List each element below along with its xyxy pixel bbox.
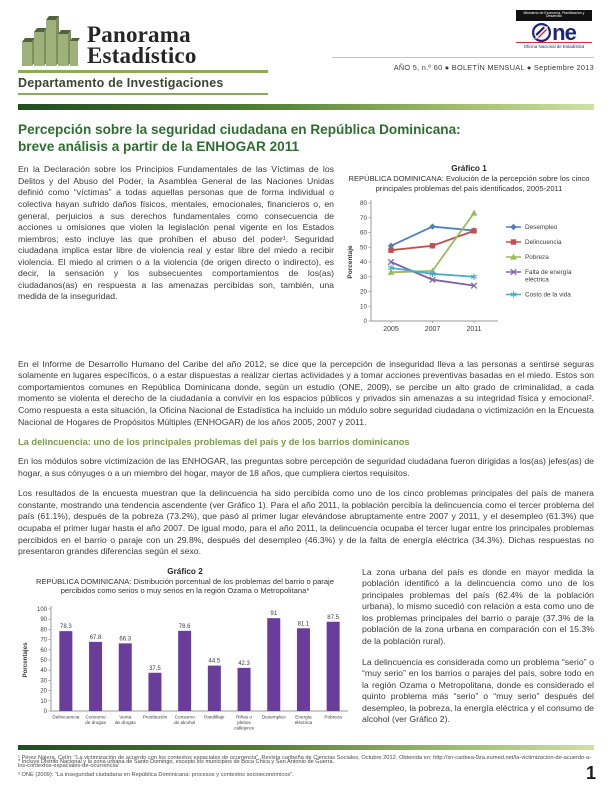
svg-text:70: 70 — [359, 214, 367, 222]
svg-text:87.5: 87.5 — [327, 614, 339, 621]
svg-text:Consumo: Consumo — [174, 714, 195, 720]
header-divider-bar — [18, 104, 594, 110]
grafico-2-bar-chart — [18, 597, 352, 758]
paragraph-resultados: Los resultados de la encuesta muestran que la delincuencia ha sido percibida como uno de los cinco problemas principales del país de manera constante, mostrando una tendencia ascendente (ver Gráfico 1). Para el año 2011, la población percibía la delincuencia como el tercer problema del país (61.1%), después de la pobreza (73.2%), que pasó al primer lugar elevándose abruptamente entre 2007 y 2011, y el desempleo (61.3%) que ocupaba el primer lugar hasta el año 2007. De igual modo, para el año 2011, la delincuencia ocupaba el tercer lugar entre los principales problemas percibidos en el barrio o paraje con un 29.8%, después del desempleo (46.3%) y de la falta de energía eléctrica (34.3%). Dichas respuestas no presentaron grandes diferencias según el sexo. — [18, 488, 594, 557]
svg-text:Falta de energía: Falta de energía — [525, 268, 572, 276]
article-title — [18, 121, 594, 155]
svg-text:10: 10 — [40, 698, 47, 705]
svg-text:de drogas: de drogas — [114, 720, 136, 726]
paragraph-zona-urbana: La zona urbana del país es donde en mayor medida la población identificó a la delincuencia como uno de los principales problemas del país (62.4% de la población urbana), lo mismo sucedió con relación a esta como uno de los problemas principales del barrio o paraje (37.3% de la población de la zona urbana en comparación con el 15.3% de la población rural). — [362, 566, 594, 646]
svg-text:42.3: 42.3 — [238, 660, 250, 667]
svg-text:2011: 2011 — [466, 325, 482, 333]
grafico-2-title: REPÚBLICA DOMINICANA: Distribución porcentual de los problemas del barrio o paraje percibidos como serios o muy serios en la región Ozama o Metropolitana* — [36, 576, 334, 595]
svg-text:70: 70 — [40, 637, 47, 644]
svg-text:Riñas o: Riñas o — [236, 714, 253, 720]
svg-text:0: 0 — [43, 709, 47, 716]
svg-text:callejeros: callejeros — [234, 725, 254, 731]
grafico-1-line-chart — [344, 195, 594, 352]
svg-text:80: 80 — [359, 199, 367, 207]
svg-text:66.3: 66.3 — [119, 636, 132, 643]
svg-text:30: 30 — [40, 678, 47, 685]
paragraph-modulos: En los módulos sobre victimización de las ENHOGAR, las preguntas sobre percepción de seguridad ciudadana fueron dirigidas a los(as) jefes(as) de hogar, a sus cónyuges o a un miembro del hogar, mayor de 18 años, que cumpliera ciertos requisitos. — [18, 456, 594, 478]
svg-text:30: 30 — [359, 273, 367, 281]
svg-text:Delincuencia: Delincuencia — [52, 714, 80, 720]
svg-text:de drogas: de drogas — [85, 720, 106, 726]
paragraph-delincuencia-seria: La delincuencia es considerada como un problema “serio” o “muy serio” en los barrios o parajes del país, sobre todo en la región Ozama o Metropolitana, donde es considerado el quinto problema más “serio” o “muy serio” después del desempleo, la pobreza, la energía eléctrica y el consumo de alcohol (ver Gráfico 2). — [362, 656, 594, 725]
bar-chart-logo-icon — [18, 10, 80, 68]
grafico-1 — [344, 164, 594, 352]
svg-text:Energía: Energía — [295, 714, 312, 720]
issue-line: AÑO 5, n.º 60 ● BOLETÍN MENSUAL ● Septiembre 2013 — [332, 57, 594, 72]
section-heading: La delincuencia: uno de los principales problemas del país y de los barrios dominicanos — [18, 437, 410, 448]
svg-text:37.5: 37.5 — [149, 665, 161, 672]
one-acronym: ne — [552, 19, 576, 45]
svg-text:2005: 2005 — [383, 325, 399, 333]
svg-text:100: 100 — [36, 607, 47, 614]
svg-text:20: 20 — [359, 288, 367, 296]
svg-text:Pandillaje: Pandillaje — [204, 714, 225, 720]
paragraph-informe: En el Informe de Desarrollo Humano del Caribe del año 2012, se dice que la percepción de inseguridad lleva a las personas a sentirse seguras solamente en lugares específicos, o a estar dispuestas a realizar ciertas actividades y a tomar acciones preventivas basadas en el miedo. Estos son comportamientos comunes en República Dominicana donde, según un estudio (ONE, 2009), se percibe un alto grado de criminalidad, a cada momento se violenta el derecho de la ciudadanía a convivir en los espacios públicos y privados sin amenazas a su integridad física y emocional². Como respuesta a esta situación, la Oficina Nacional de Estadística ha incluido un módulo sobre seguridad ciudadana o victimización en la Encuesta Nacional de Hogares de Propósitos Múltiples (ENHOGAR) de los años 2005, 2007 y 2011. — [18, 358, 594, 427]
svg-text:Venta: Venta — [119, 714, 132, 720]
svg-text:90: 90 — [40, 617, 47, 624]
grafico-2-footnote: * Incluye Distrito Nacional y la zona urbana de Santo Domingo, excepto los municipios de Boca Chica y San Antonio de Guerra. — [18, 759, 335, 766]
article-title-line1: Percepción sobre la seguridad ciudadana en República Dominicana: — [18, 122, 461, 137]
svg-text:78.6: 78.6 — [178, 623, 191, 630]
svg-text:60: 60 — [359, 229, 367, 237]
svg-text:91: 91 — [270, 611, 278, 618]
masthead — [18, 10, 594, 97]
svg-text:Desempleo: Desempleo — [261, 714, 286, 720]
grafico-2 — [18, 567, 352, 766]
svg-text:50: 50 — [359, 244, 367, 252]
svg-text:40: 40 — [359, 258, 367, 266]
svg-text:pleitos: pleitos — [237, 720, 251, 726]
brand-rule-bottom — [18, 93, 268, 96]
svg-text:50: 50 — [40, 658, 47, 665]
svg-text:67.8: 67.8 — [89, 634, 102, 641]
svg-text:eléctrica: eléctrica — [294, 720, 313, 726]
svg-text:40: 40 — [40, 668, 47, 675]
masthead-title-line2: Estadístico — [87, 42, 197, 68]
svg-text:Porcentajes: Porcentajes — [22, 642, 29, 678]
footer-divider-bar — [18, 745, 594, 750]
svg-text:Prostitución: Prostitución — [142, 714, 168, 720]
svg-text:80: 80 — [40, 627, 47, 634]
svg-text:0: 0 — [363, 317, 367, 325]
issue-block — [332, 10, 594, 72]
masthead-title — [87, 21, 197, 68]
svg-text:81.1: 81.1 — [297, 621, 310, 628]
svg-text:2007: 2007 — [424, 325, 441, 333]
brand-rule-top — [18, 70, 268, 73]
one-circle-icon — [532, 23, 551, 42]
svg-text:eléctrica: eléctrica — [525, 276, 549, 284]
department-name: Departamento de Investigaciones — [18, 75, 224, 90]
svg-text:78.3: 78.3 — [60, 624, 72, 631]
page-number: 1 — [585, 763, 596, 783]
svg-text:Porcentaje: Porcentaje — [347, 245, 354, 279]
footnote-2: ² ONE (2009): “La inseguridad ciudadana en República Dominicana: procesos y contextos socioeconómicos”. — [18, 772, 294, 779]
masthead-title-line1: Panorama — [87, 21, 191, 47]
svg-text:20: 20 — [40, 688, 47, 695]
page-footer — [18, 745, 594, 780]
grafico-1-label: Gráfico 1 — [451, 164, 487, 174]
brand-block — [18, 10, 268, 97]
grafico-2-label: Gráfico 2 — [167, 566, 203, 576]
one-logo — [516, 10, 592, 49]
footnote-1: ¹ Pérez Nájera, Celín: “La victimización de acuerdo con los contextos espaciales de ocurrencia”. Revista caribeña de Ciencias Sociales, Octubre 2012. Obtenida en: http://xn-caribea-9za.eumed.net/la-victimizacion-de-acuerdo-a-los-contextos-espaciales-de-ocurrencia/ — [18, 754, 592, 770]
ministry-banner: Ministerio de Economía, Planificación y Desarrollo — [516, 10, 592, 21]
svg-text:de alcohol: de alcohol — [173, 720, 196, 726]
svg-text:Desempleo: Desempleo — [525, 223, 558, 231]
paragraph-intro: En la Declaración sobre los Principios Fundamentales de las Víctimas de los Delitos y del Abuso del Poder, la Asamblea General de las Naciones Unidas definió como “víctimas” a todas aquellas personas que de forma individual o colectiva hayan sufrido daños físicos, mentales, emocionales, financieros o, en general, perjuicios a sus derechos fundamentales como consecuencia de acciones u omisiones que violen la legislación penal vigente en los Estados miembros; esto incluye las que prohíben el abuso del poder¹. Seguridad ciudadana implica estar libre de violencia real y estar libre del miedo a recibir violencia. El miedo al crimen o a la violencia (de origen directo o indirecto), es decir, la sensación y los subsecuentes comportamientos de los(as) ciudadanos(as) en respuesta a las amenazas percibidas son, también, una medida de la inseguridad. — [18, 164, 334, 302]
svg-text:Delincuencia: Delincuencia — [525, 238, 562, 246]
svg-text:Pobreza: Pobreza — [324, 714, 342, 720]
grafico-1-title: REPÚBLICA DOMINICANA: Evolución de la percepción sobre los cinco principales problemas del país identificados, 2005-2011 — [348, 174, 590, 193]
svg-text:Costo de la vida: Costo de la vida — [525, 291, 571, 299]
svg-text:10: 10 — [359, 303, 367, 311]
article-title-line2: breve análisis a partir de la ENHOGAR 2011 — [18, 139, 300, 155]
svg-text:44.5: 44.5 — [208, 658, 221, 665]
svg-text:Pobreza: Pobreza — [525, 253, 549, 261]
one-subtitle: Oficina Nacional de Estadística — [516, 42, 592, 49]
svg-text:Consumo: Consumo — [85, 714, 106, 720]
svg-text:60: 60 — [40, 647, 47, 654]
